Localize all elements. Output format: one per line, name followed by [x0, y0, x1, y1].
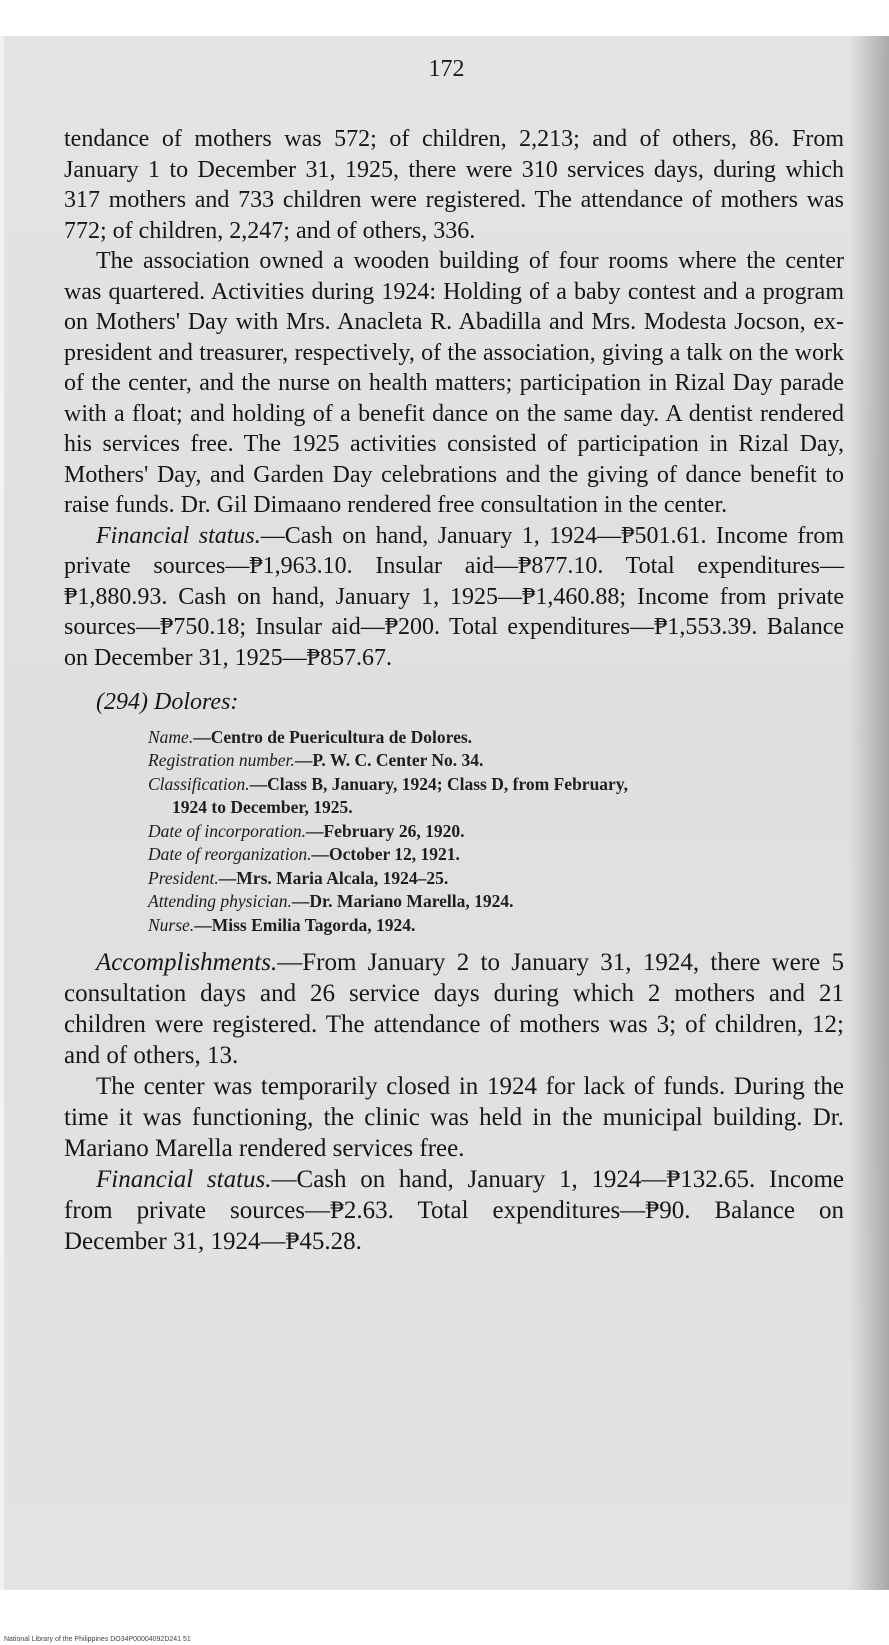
section-title: Dolores: — [153, 689, 239, 715]
financial-status-dolores-text: —Cash on hand, January 1, 1924—₱132.65. Income from private sources—₱2.63. Total expenditures—₱90. Balance on December 31, 1924—₱45.28. — [64, 1166, 844, 1255]
footer-credit: National Library of the Philippines DO34P00004092D241 51 — [4, 1636, 191, 1643]
detail-incorporation-label: Date of incorporation. — [148, 820, 306, 841]
detail-reorganization-label: Date of reorganization. — [148, 844, 312, 864]
financial-status-dolores-label: Financial status. — [96, 1166, 272, 1193]
section-number: (294) — [96, 689, 148, 715]
detail-classification-label: Classification. — [148, 773, 250, 794]
paragraph-activities: The association owned a wooden building of four rooms where the center was quartered. Activities during 1924: Holding of a baby contest and a program on Mothers' Day with Mrs. Anacleta R. Abadilla and Mrs. Modesta Jocson, ex-president and treasurer, respectively, of the association, giving a talk on the work of the center, and the nurse on health matters; participation in Rizal Day parade with a float; and holding of a benefit dance on the same day. A dentist rendered his services free. The 1925 activities consisted of participation in Rizal Day, Mothers' Day, and Garden Day celebrations and the giving of dance benefit to raise funds. Dr. Gil Dimaano rendered free consultation in the center. — [64, 248, 844, 518]
lower-section — [64, 947, 844, 1257]
detail-registration-label: Registration number. — [148, 750, 295, 770]
paragraph-closure: The center was temporarily closed in 1924 for lack of funds. During the time it was functioning, the clinic was held in the municipal building. Dr. Mariano Marella rendered services free. — [64, 1073, 844, 1162]
detail-physician-label: Attending physician. — [148, 891, 292, 911]
detail-reorganization-value: —October 12, 1921. — [311, 844, 460, 864]
detail-classification-continued: 1924 to December, 1925. — [172, 797, 353, 817]
detail-nurse-label: Nurse. — [148, 914, 195, 935]
financial-status-label: Financial status. — [96, 522, 261, 549]
detail-name-label: Name. — [148, 726, 194, 747]
scanned-page — [4, 36, 889, 1590]
center-details — [148, 726, 844, 938]
page-body — [64, 124, 844, 1257]
detail-nurse-value: —Miss Emilia Tagorda, 1924. — [194, 914, 416, 935]
detail-nurse — [148, 914, 844, 938]
paragraph-attendance: tendance of mothers was 572; of children, 2,213; and of others, 86. From January 1 to December 31, 1925, there were 310 services days, during which 317 mothers and 733 children were registered. The attendance of mothers was 772; of children, 2,247; and of others, 336. — [64, 126, 844, 244]
detail-president-value: —Mrs. Maria Alcala, 1924–25. — [218, 867, 449, 888]
financial-status-text: —Cash on hand, January 1, 1924—₱501.61. Income from private sources—₱1,963.10. Insular aid—₱877.10. Total expenditures—₱1,880.93. Cash on hand, January 1, 1925—₱1,460.88; Income from private sources—₱750.18; Insular aid—₱200. Total expenditures—₱1,553.39. Balance on December 31, 1925—₱857.67. — [64, 522, 844, 671]
detail-classification-value: —Class B, January, 1924; Class D, from February, — [249, 773, 628, 794]
detail-president — [148, 867, 844, 891]
detail-name — [148, 726, 844, 750]
paragraph-accomplishments — [64, 947, 844, 1071]
detail-physician-value: —Dr. Mariano Marella, 1924. — [291, 891, 514, 911]
page-number: 172 — [428, 56, 465, 82]
detail-registration-value: —P. W. C. Center No. 34. — [294, 750, 484, 770]
detail-registration — [148, 749, 844, 773]
section-heading — [64, 687, 844, 718]
detail-name-value: —Centro de Puericultura de Dolores. — [193, 726, 473, 747]
detail-president-label: President. — [148, 867, 219, 888]
detail-incorporation-value: —February 26, 1920. — [305, 820, 465, 841]
top-margin — [0, 0, 889, 36]
detail-classification — [148, 773, 844, 797]
paragraph-financial-status — [64, 521, 844, 674]
detail-reorganization — [148, 843, 844, 867]
paragraph-financial-status-dolores — [64, 1164, 844, 1257]
accomplishments-text: —From January 2 to January 31, 1924, there were 5 consultation days and 26 service days during which 2 mothers and 21 children were registered. The attendance of mothers was 3; of children, 12; and of others, 13. — [64, 949, 844, 1069]
detail-incorporation — [148, 820, 844, 844]
detail-physician — [148, 890, 844, 914]
accomplishments-label: Accomplishments. — [96, 949, 278, 976]
